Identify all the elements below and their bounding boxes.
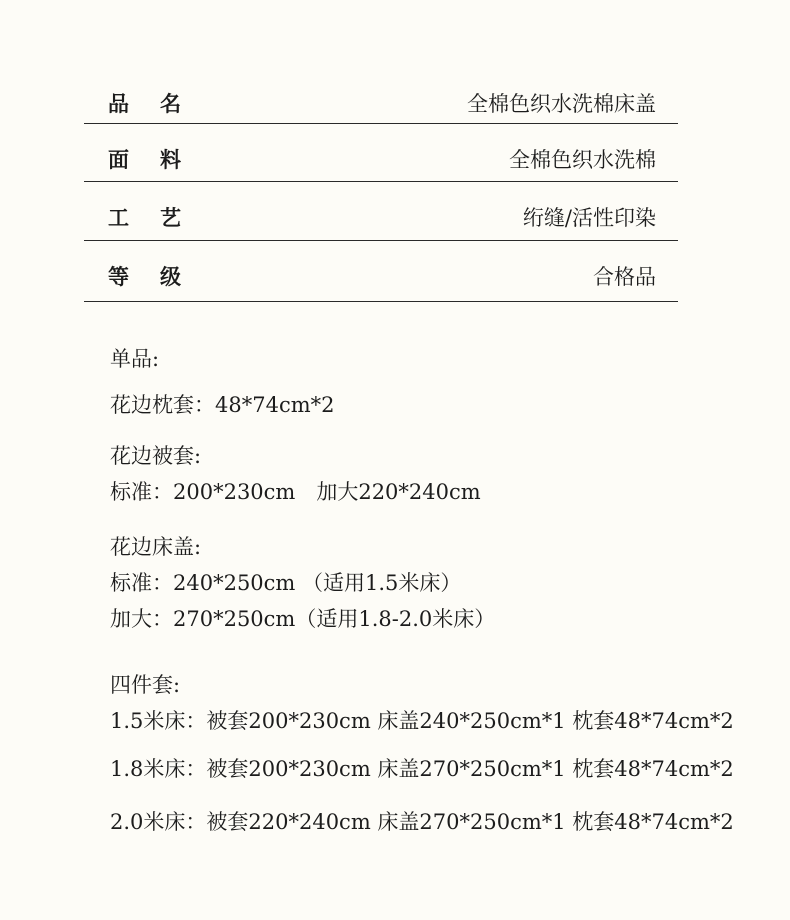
spec-row-craft	[84, 182, 678, 241]
pillowcase-size: 花边枕套：48*74cm*2	[110, 393, 335, 417]
four-piece-heading: 四件套:	[110, 673, 181, 697]
four-piece-1-5m: 1.5米床：被套200*230cm 床盖240*250cm*1 枕套48*74cm*2	[110, 709, 734, 733]
bedspread-standard-size: 标准：240*250cm （适用1.5米床）	[110, 571, 462, 595]
four-piece-2-0m: 2.0米床：被套220*240cm 床盖270*250cm*1 枕套48*74cm*2	[110, 810, 734, 834]
spec-value: 全棉色织水洗棉	[509, 148, 656, 172]
spec-row-material	[84, 124, 678, 182]
spec-value: 全棉色织水洗棉床盖	[467, 92, 656, 116]
spec-row-product-name	[84, 70, 678, 124]
duvet-heading: 花边被套:	[110, 444, 202, 468]
spec-label: 面 料	[108, 147, 181, 172]
single-items-heading: 单品:	[110, 347, 160, 371]
four-piece-1-8m: 1.8米床：被套200*230cm 床盖270*250cm*1 枕套48*74cm*2	[110, 757, 734, 781]
spec-row-grade	[84, 241, 678, 302]
spec-table	[84, 70, 678, 302]
bedspread-large-size: 加大：270*250cm（适用1.8-2.0米床）	[110, 607, 496, 631]
spec-value: 合格品	[593, 265, 656, 289]
bedspread-heading: 花边床盖:	[110, 535, 202, 559]
duvet-sizes: 标准：200*230cm 加大220*240cm	[110, 480, 481, 504]
spec-label: 等 级	[108, 264, 181, 289]
spec-value: 绗缝/活性印染	[522, 206, 656, 230]
spec-label: 品 名	[108, 91, 181, 116]
spec-label: 工 艺	[108, 205, 181, 230]
